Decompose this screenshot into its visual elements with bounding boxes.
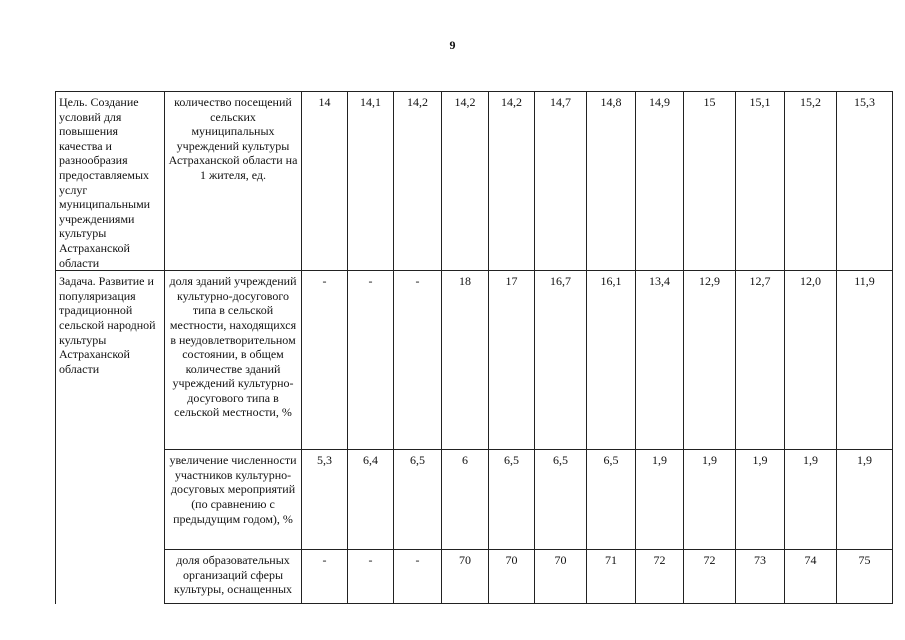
value-cell: 1,9 [684, 450, 736, 550]
value-cell: 14,2 [489, 92, 535, 271]
value-cell: 14,2 [442, 92, 489, 271]
value-cell: 15 [684, 92, 736, 271]
indicator-text: доля образовательных организаций сферы культуры, оснащенных [173, 553, 293, 597]
value-cell: 6,5 [394, 450, 442, 550]
value-cell: 5,3 [302, 450, 348, 550]
value-cell: 70 [442, 550, 489, 604]
indicator-text: доля зданий учреждений культурно-досугового типа в сельской местности, находящихся в неудовлетворительном состоянии, в общем количестве зданий учреждений культурно-досугового типа в сельской местности, % [169, 274, 297, 420]
value-cell: 11,9 [837, 271, 893, 450]
value-cell: 70 [535, 550, 587, 604]
value-cell: 14,8 [587, 92, 636, 271]
value-cell: 1,9 [785, 450, 837, 550]
indicator-text: количество посещений сельских муниципальных учреждений культуры Астраханской области на 1 жителя, ед. [168, 95, 298, 182]
value-cell: 73 [736, 550, 785, 604]
value-cell: - [394, 550, 442, 604]
value-cell: 15,1 [736, 92, 785, 271]
goal-text: Задача. Развитие и популяризация традиционной сельской народной культуры Астраханской области [59, 274, 156, 376]
value-cell: - [348, 550, 394, 604]
indicator-text: увеличение численности участников культурно-досуговых мероприятий (по сравнению с предыдущим годом), % [169, 453, 297, 526]
value-cell: 1,9 [837, 450, 893, 550]
table-row [56, 92, 893, 271]
value-cell: 74 [785, 550, 837, 604]
value-cell: 15,2 [785, 92, 837, 271]
value-cell: 13,4 [636, 271, 684, 450]
value-cell: 14,9 [636, 92, 684, 271]
value-cell: 17 [489, 271, 535, 450]
value-cell: 12,7 [736, 271, 785, 450]
value-cell: 6,4 [348, 450, 394, 550]
value-cell: 72 [636, 550, 684, 604]
value-cell: 1,9 [736, 450, 785, 550]
indicators-table [55, 91, 893, 604]
indicator-cell [165, 271, 302, 450]
goal-cell [56, 271, 165, 604]
value-cell: 15,3 [837, 92, 893, 271]
value-cell: 6,5 [489, 450, 535, 550]
value-cell: 16,7 [535, 271, 587, 450]
value-cell: 6,5 [587, 450, 636, 550]
value-cell: 71 [587, 550, 636, 604]
value-cell: 12,9 [684, 271, 736, 450]
value-cell: 6 [442, 450, 489, 550]
value-cell: 16,1 [587, 271, 636, 450]
value-cell: 1,9 [636, 450, 684, 550]
value-cell: 18 [442, 271, 489, 450]
goal-cell [56, 92, 165, 271]
value-cell: 14,7 [535, 92, 587, 271]
value-cell: 12,0 [785, 271, 837, 450]
value-cell: 6,5 [535, 450, 587, 550]
indicator-cell [165, 450, 302, 550]
value-cell: 72 [684, 550, 736, 604]
value-cell: - [302, 271, 348, 450]
value-cell: - [348, 271, 394, 450]
indicator-cell [165, 92, 302, 271]
table-row [56, 271, 893, 450]
table-row [56, 550, 893, 604]
value-cell: 70 [489, 550, 535, 604]
goal-text: Цель. Создание условий для повышения качества и разнообразия предоставляемых услуг муниципальными учреждениями культуры Астраханской области [59, 95, 151, 270]
value-cell: - [394, 271, 442, 450]
value-cell: 14 [302, 92, 348, 271]
value-cell: 75 [837, 550, 893, 604]
table-row [56, 450, 893, 550]
page-number: 9 [449, 38, 456, 52]
value-cell: - [302, 550, 348, 604]
value-cell: 14,1 [348, 92, 394, 271]
value-cell: 14,2 [394, 92, 442, 271]
indicator-cell [165, 550, 302, 604]
